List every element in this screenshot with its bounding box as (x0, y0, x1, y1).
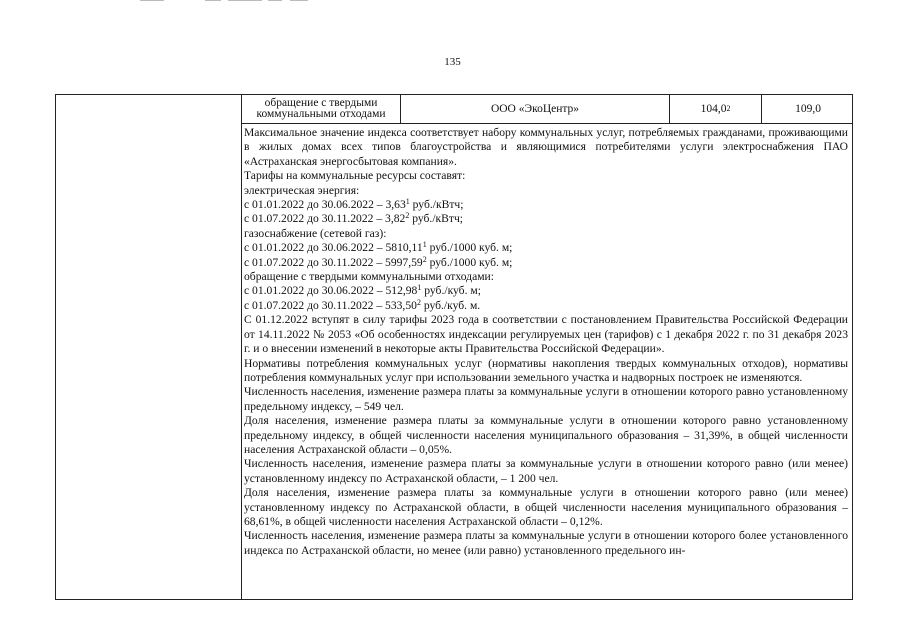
tariffs-heading: Тарифы на коммунальные ресурсы составят: (244, 169, 466, 183)
electricity-heading: электрическая энергия: (244, 183, 360, 197)
paragraph-norms: Нормативы потребления коммунальных услуг (нормативы накопления твердых коммунальных отходов), нормативы потребления коммунальных услуг при использовании земельного участка и надворных построек не изменяются. (244, 356, 848, 384)
value-1: 104,0 (700, 103, 727, 115)
paragraph-population-3: Численность населения, изменение размера платы за коммунальные услуги в отношении которого более установленного индекса по Астраханской области, но менее (или равно) установленного предельного ин- (244, 529, 848, 557)
tariff-line: с 01.07.2022 до 30.11.2022 – 533,50$^2$ руб./куб. м. (244, 297, 481, 312)
paragraph-share-2: Доля населения, изменение размера платы за коммунальные услуги в отношении которого равно (или менее) установленному индексу по Астраханской области, в общей численности населения муниципального образования – 68,61%, в общей численности населения Астраханской области – 0,12%. (244, 486, 848, 528)
service-cell: обращение с твердыми коммунальными отходами (242, 95, 401, 123)
text-body (244, 126, 848, 558)
tariff-line: с 01.07.2022 до 30.11.2022 – 3,82$^2$ руб./кВтч; (244, 211, 464, 226)
tariff-line: с 01.01.2022 до 30.06.2022 – 3,63$^1$ руб./кВтч; (244, 197, 464, 212)
waste-heading: обращение с твердыми коммунальными отходами: (244, 270, 494, 284)
organization-cell: ООО «ЭкоЦентр» (401, 95, 670, 123)
scan-artifact (268, 0, 282, 1)
value-cell-1: 104,0 2 (670, 95, 762, 123)
scan-artifact (228, 0, 262, 1)
gas-heading: газоснабжение (сетевой газ): (244, 226, 387, 240)
tariff-line: с 01.01.2022 до 30.06.2022 – 512,98$^1$ руб./куб. м; (244, 283, 481, 298)
table-row (242, 95, 852, 124)
scan-artifact (140, 0, 164, 1)
column-divider (241, 95, 242, 599)
tariff-line: с 01.01.2022 до 30.06.2022 – 5810,11$^1$ руб./1000 куб. м; (244, 240, 513, 255)
paragraph-decree: С 01.12.2022 вступят в силу тарифы 2023 года в соответствии с постановлением Правительства Российской Федерации от 14.11.2022 № 2053 «Об особенностях индексации регулируемых цен (тарифов) с 1 декабря 2022 г. по 31 декабря 2023 г. и о внесении изменений в некоторые акты Правительства Российской Федерации». (244, 313, 848, 356)
scan-artifact (290, 0, 308, 1)
paragraph-max-index: Максимальное значение индекса соответствует набору коммунальных услуг, потребляемых гражданами, проживающими в жилых домах всех типов благоустройства и являющимися потребителями услуги электроснабжения ПАО «Астраханская энергосбытовая компания». (244, 126, 848, 168)
tariff-line: с 01.07.2022 до 30.11.2022 – 5997,59$^2$ руб./1000 куб. м; (244, 254, 513, 269)
scan-artifact (205, 0, 221, 1)
value-cell-2: 109,0 (795, 103, 821, 115)
paragraph-population-2: Численность населения, изменение размера платы за коммунальные услуги в отношении которого равно (или менее) установленному индексу по Астраханской области, – 1 200 чел. (244, 457, 848, 485)
paragraph-share-1: Доля населения, изменение размера платы за коммунальные услуги в отношении которого равно установленному предельному индексу, в общей численности населения муниципального образования – 31,39%, в общей численности населения Астраханской области – 0,05%. (244, 414, 848, 456)
page-number: 135 (444, 56, 461, 68)
document-table (55, 94, 853, 600)
paragraph-population-1: Численность населения, изменение размера платы за коммунальные услуги в отношении которого равно установленному предельному индексу, – 549 чел. (244, 385, 848, 413)
